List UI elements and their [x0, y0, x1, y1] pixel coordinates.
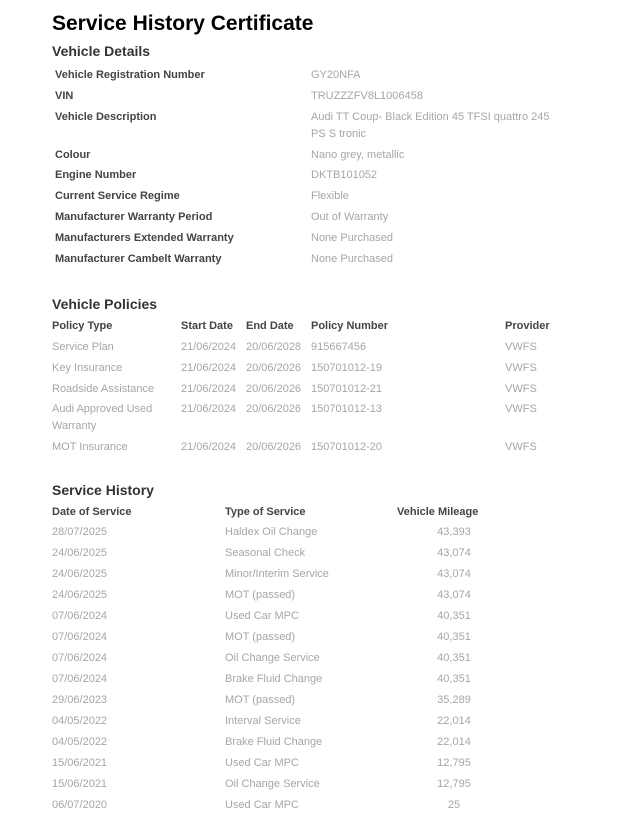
vehicle-details-heading: Vehicle Details: [52, 43, 151, 59]
service-mileage: 12,795: [437, 757, 471, 769]
service-mileage: 43,393: [437, 526, 471, 538]
service-date: 15/06/2021: [52, 778, 108, 790]
service-type: Haldex Oil Change: [225, 526, 318, 538]
service-mileage: 40,351: [437, 652, 471, 664]
service-mileage: 43,074: [437, 589, 471, 601]
policy-number: 150701012-19: [311, 362, 382, 374]
detail-value: None Purchased: [311, 253, 393, 265]
policy-col-header: Start Date: [181, 320, 233, 332]
detail-label: Current Service Regime: [55, 190, 180, 202]
detail-label: Vehicle Description: [55, 111, 157, 123]
detail-value: DKTB101052: [311, 169, 378, 181]
detail-label: Manufacturers Extended Warranty: [55, 232, 234, 244]
policy-type: Service Plan: [52, 341, 114, 353]
service-mileage: 40,351: [437, 673, 471, 685]
service-type: Used Car MPC: [225, 799, 299, 811]
service-history-heading: Service History: [52, 482, 154, 498]
service-mileage: 22,014: [437, 736, 471, 748]
policy-provider: VWFS: [505, 362, 537, 374]
service-type: Brake Fluid Change: [225, 673, 323, 685]
service-date: 24/06/2025: [52, 568, 108, 580]
policy-end: 20/06/2026: [246, 362, 302, 374]
service-date: 29/06/2023: [52, 694, 108, 706]
policy-end: 20/06/2026: [246, 403, 302, 415]
history-col-header: Type of Service: [225, 506, 306, 518]
policy-number: 150701012-20: [311, 441, 382, 453]
service-type: MOT (passed): [225, 631, 296, 643]
policy-provider: VWFS: [505, 341, 537, 353]
detail-label: Engine Number: [55, 169, 137, 181]
policy-end: 20/06/2026: [246, 441, 302, 453]
detail-label: Manufacturer Cambelt Warranty: [55, 253, 222, 265]
policy-col-header: Policy Number: [311, 320, 389, 332]
detail-value: None Purchased: [311, 232, 393, 244]
policy-number: 150701012-13: [311, 403, 382, 415]
service-type: MOT (passed): [225, 589, 296, 601]
detail-value: Out of Warranty: [311, 211, 389, 223]
service-date: 07/06/2024: [52, 652, 108, 664]
service-type: Seasonal Check: [225, 547, 306, 559]
service-type: MOT (passed): [225, 694, 296, 706]
service-date: 07/06/2024: [52, 631, 108, 643]
service-mileage: 40,351: [437, 631, 471, 643]
certificate-title: Service History Certificate: [52, 12, 314, 35]
policy-start: 21/06/2024: [181, 403, 237, 415]
service-type: Minor/Interim Service: [225, 568, 329, 580]
policy-number: 915667456: [311, 341, 367, 353]
policy-col-header: Policy Type: [52, 320, 113, 332]
history-col-header: Date of Service: [52, 506, 132, 518]
service-mileage: 35,289: [437, 694, 471, 706]
service-date: 24/06/2025: [52, 589, 108, 601]
service-date: 04/05/2022: [52, 715, 108, 727]
detail-label: Manufacturer Warranty Period: [55, 211, 213, 223]
detail-value: Flexible: [311, 190, 349, 202]
policy-provider: VWFS: [505, 403, 537, 415]
policy-type: Key Insurance: [52, 362, 123, 374]
policy-col-header: End Date: [246, 320, 294, 332]
policy-provider: VWFS: [505, 441, 537, 453]
service-type: Interval Service: [225, 715, 301, 727]
policy-end: 20/06/2026: [246, 383, 302, 395]
service-type: Used Car MPC: [225, 610, 299, 622]
detail-value: Nano grey, metallic: [311, 149, 405, 161]
service-date: 24/06/2025: [52, 547, 108, 559]
policy-provider: VWFS: [505, 383, 537, 395]
vehicle-policies-heading: Vehicle Policies: [52, 296, 158, 312]
policy-type: MOT Insurance: [52, 441, 128, 453]
policy-start: 21/06/2024: [181, 341, 237, 353]
detail-value: GY20NFA: [311, 69, 361, 81]
service-type: Oil Change Service: [225, 778, 320, 790]
policy-start: 21/06/2024: [181, 362, 237, 374]
service-date: 15/06/2021: [52, 757, 108, 769]
service-date: 07/06/2024: [52, 673, 108, 685]
service-date: 06/07/2020: [52, 799, 108, 811]
detail-label: Vehicle Registration Number: [55, 69, 205, 81]
service-mileage: 40,351: [437, 610, 471, 622]
detail-label: VIN: [55, 90, 74, 102]
policy-type: Audi Approved Used Warranty: [52, 403, 153, 432]
service-mileage: 43,074: [437, 547, 471, 559]
detail-label: Colour: [55, 149, 91, 161]
policy-end: 20/06/2028: [246, 341, 302, 353]
service-mileage: 25: [447, 799, 461, 811]
service-date: 07/06/2024: [52, 610, 108, 622]
service-mileage: 22,014: [437, 715, 471, 727]
service-type: Used Car MPC: [225, 757, 299, 769]
policy-type: Roadside Assistance: [52, 383, 155, 395]
service-mileage: 12,795: [437, 778, 471, 790]
service-mileage: 43,074: [437, 568, 471, 580]
policy-col-header: Provider: [505, 320, 550, 332]
detail-value: TRUZZZFV8L1006458: [311, 90, 423, 102]
policy-start: 21/06/2024: [181, 441, 237, 453]
service-date: 04/05/2022: [52, 736, 108, 748]
policy-number: 150701012-21: [311, 383, 382, 395]
policy-start: 21/06/2024: [181, 383, 237, 395]
history-col-header: Vehicle Mileage: [397, 506, 479, 518]
service-date: 28/07/2025: [52, 526, 108, 538]
service-type: Brake Fluid Change: [225, 736, 323, 748]
service-type: Oil Change Service: [225, 652, 320, 664]
detail-value: Audi TT Coup- Black Edition 45 TFSI quattro 245 PS S tronic: [311, 111, 550, 140]
